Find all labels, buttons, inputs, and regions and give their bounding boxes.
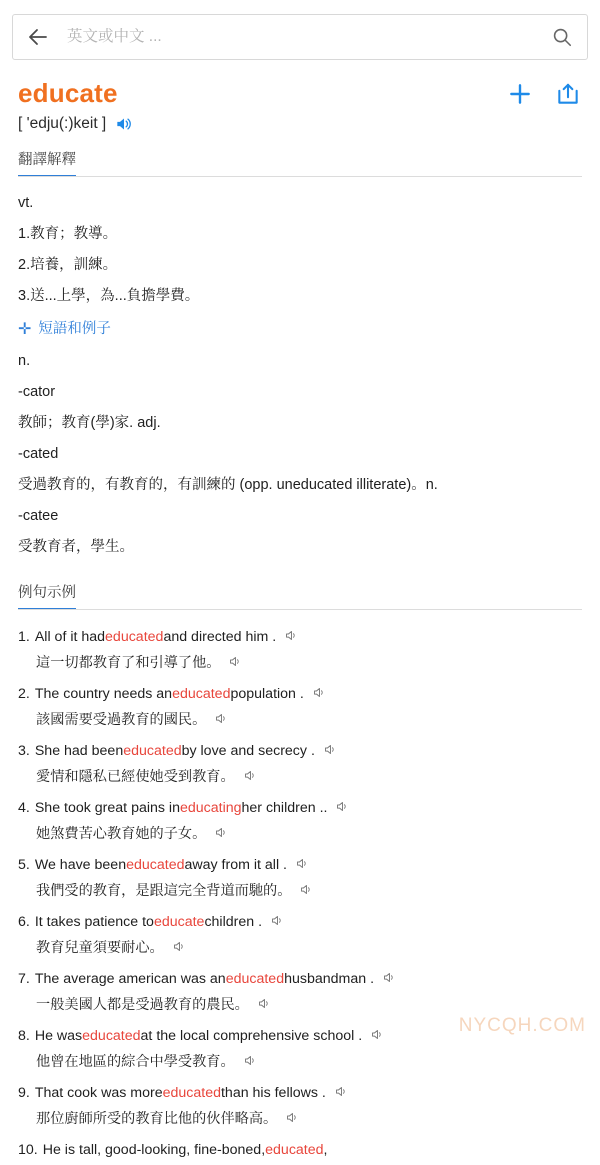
- example-chinese: [18, 707, 582, 733]
- example-number: 5.: [18, 857, 30, 873]
- example-keyword: educated: [126, 857, 185, 873]
- example-english: [18, 852, 582, 878]
- example-text-post: away from it all .: [184, 857, 287, 873]
- definition-section-header: [0, 148, 600, 177]
- phonetic-text: [ 'edju(:)keit ]: [18, 115, 107, 132]
- example-text-pre: We have been: [34, 857, 127, 873]
- example-text-pre: That cook was more: [34, 1085, 163, 1101]
- add-icon[interactable]: [506, 80, 534, 108]
- section-divider: [18, 176, 582, 177]
- example-chinese: [18, 764, 582, 790]
- example-chinese-text: 教育兒童須要耐心。: [36, 940, 164, 956]
- phrases-link-label: 短語和例子: [38, 321, 111, 337]
- search-bar-container: [0, 0, 600, 70]
- examples-list: [0, 611, 600, 1165]
- example-chinese-text: 那位廚師所受的教育比他的伙伴略高。: [36, 1111, 278, 1127]
- example-text-post: her children ..: [241, 800, 328, 816]
- example-english: [18, 1023, 582, 1049]
- example-text-post: husbandman .: [284, 971, 375, 987]
- example-text-post: than his fellows .: [220, 1085, 326, 1101]
- example-text-pre: She took great pains in: [34, 800, 180, 816]
- example-chinese: [18, 650, 582, 676]
- search-input[interactable]: [51, 28, 549, 46]
- example-text-pre: He is tall, good-looking, fine-boned,: [42, 1142, 266, 1158]
- list-item: [18, 678, 582, 735]
- example-text-pre: She had been: [34, 743, 124, 759]
- example-chinese-text: 我們受的教育，是跟這完全背道而馳的。: [36, 883, 292, 899]
- arrow-left-icon[interactable]: [25, 24, 51, 50]
- example-number: 3.: [18, 743, 30, 759]
- example-chinese-text: 愛情和隱私已經使她受到教育。: [36, 769, 235, 785]
- page-title: educate: [18, 78, 118, 108]
- definition-line: 1.教育；教導。: [18, 226, 118, 242]
- speaker-icon[interactable]: [382, 970, 397, 985]
- example-keyword: educated: [82, 1028, 141, 1044]
- example-english: [18, 795, 582, 821]
- tab-examples[interactable]: 例句示例: [18, 581, 76, 610]
- example-keyword: educated: [225, 971, 285, 987]
- example-chinese-text: 該國需要受過教育的國民。: [36, 712, 207, 728]
- definition-entry: -cated: [18, 446, 59, 462]
- example-chinese: [18, 1106, 582, 1132]
- example-keyword: educating: [179, 800, 242, 816]
- speaker-icon[interactable]: [114, 114, 134, 134]
- definition-line: 3.送...上學，為...負擔學費。: [18, 288, 200, 304]
- watermark: NYCQH.COM: [458, 1015, 586, 1036]
- phonetic-row: [0, 110, 600, 134]
- example-english: [18, 681, 582, 707]
- example-text-pre: The average american was an: [34, 971, 226, 987]
- speaker-icon[interactable]: [295, 856, 310, 871]
- example-chinese-text: 一般美國人都是受過教育的農民。: [36, 997, 249, 1013]
- example-english: [18, 1080, 582, 1106]
- speaker-icon[interactable]: [334, 1084, 349, 1099]
- example-keyword: educated: [162, 1085, 221, 1101]
- speaker-icon[interactable]: [228, 654, 243, 669]
- example-chinese-text: 這一切都教育了和引導了他。: [36, 655, 221, 671]
- word-header: [0, 70, 600, 110]
- list-item: [18, 792, 582, 849]
- example-number: 4.: [18, 800, 30, 816]
- list-item: [18, 849, 582, 906]
- example-text-post: at the local comprehensive school .: [140, 1028, 363, 1044]
- tab-definition[interactable]: 翻譯解釋: [18, 148, 76, 177]
- phrases-and-examples-link[interactable]: [18, 312, 582, 346]
- example-number: 1.: [18, 629, 30, 645]
- list-item: [18, 906, 582, 963]
- example-text-pre: It takes patience to: [34, 914, 154, 930]
- section-divider: [18, 609, 582, 610]
- search-icon[interactable]: [549, 24, 575, 50]
- definition-entry: 受教育者，學生。: [18, 539, 134, 555]
- example-text-pre: He was: [34, 1028, 83, 1044]
- example-chinese: [18, 935, 582, 961]
- example-number: 7.: [18, 971, 30, 987]
- speaker-icon[interactable]: [270, 913, 285, 928]
- list-item: [18, 963, 582, 1020]
- speaker-icon[interactable]: [335, 799, 350, 814]
- speaker-icon[interactable]: [172, 939, 187, 954]
- example-english: [18, 738, 582, 764]
- example-number: 9.: [18, 1085, 30, 1101]
- example-number: 10.: [18, 1142, 38, 1158]
- list-item: [18, 1134, 582, 1165]
- example-english: [18, 624, 582, 650]
- example-number: 2.: [18, 686, 30, 702]
- example-chinese: [18, 821, 582, 847]
- list-item: [18, 621, 582, 678]
- search-bar[interactable]: [12, 14, 588, 60]
- example-chinese-text: 她煞費苦心教育她的子女。: [36, 826, 207, 842]
- part-of-speech-noun: n.: [18, 353, 31, 369]
- example-chinese: [18, 878, 582, 904]
- speaker-icon[interactable]: [285, 1110, 300, 1125]
- list-item: [18, 735, 582, 792]
- example-english: [18, 909, 582, 935]
- definition-line: 2.培養，訓練。: [18, 257, 118, 273]
- header-actions: [506, 76, 582, 108]
- speaker-icon[interactable]: [214, 825, 229, 840]
- speaker-icon[interactable]: [214, 711, 229, 726]
- list-item: [18, 1020, 582, 1077]
- speaker-icon[interactable]: [299, 882, 314, 897]
- example-english: [18, 966, 582, 992]
- example-number: 6.: [18, 914, 30, 930]
- share-icon[interactable]: [554, 80, 582, 108]
- example-chinese: [18, 1049, 582, 1075]
- definition-body: [0, 178, 600, 563]
- example-text-post: children .: [204, 914, 263, 930]
- example-text-pre: The country needs an: [34, 686, 173, 702]
- example-text-post: and directed him .: [163, 629, 277, 645]
- example-chinese-text: 他曾在地區的綜合中學受教育。: [36, 1054, 235, 1070]
- definition-entry: 受過教育的，有教育的，有訓練的 (opp. uneducated illiterate)。n.: [18, 477, 438, 493]
- definition-entry: 教師；教育(學)家. adj.: [18, 415, 161, 431]
- example-text-post: ,: [323, 1142, 328, 1158]
- speaker-icon[interactable]: [257, 996, 272, 1011]
- speaker-icon[interactable]: [243, 1053, 258, 1068]
- example-text-post: population .: [230, 686, 304, 702]
- example-keyword: educated: [105, 629, 164, 645]
- plus-icon: ✛: [18, 320, 32, 338]
- definition-entry: -cator: [18, 384, 56, 400]
- part-of-speech-verb: vt.: [18, 195, 34, 211]
- speaker-icon[interactable]: [243, 768, 258, 783]
- list-item: [18, 1077, 582, 1134]
- example-english: [18, 1137, 582, 1163]
- example-chinese: [18, 992, 582, 1018]
- example-text-post: by love and secrecy .: [181, 743, 315, 759]
- example-keyword: educated: [265, 1142, 324, 1158]
- speaker-icon[interactable]: [323, 742, 338, 757]
- speaker-icon[interactable]: [370, 1027, 385, 1042]
- example-keyword: educate: [153, 914, 205, 930]
- example-keyword: educated: [172, 686, 231, 702]
- example-number: 8.: [18, 1028, 30, 1044]
- speaker-icon[interactable]: [312, 685, 327, 700]
- definition-entry: -catee: [18, 508, 59, 524]
- example-keyword: educated: [123, 743, 182, 759]
- examples-section-header: [0, 581, 600, 610]
- speaker-icon[interactable]: [284, 628, 299, 643]
- example-text-pre: All of it had: [34, 629, 106, 645]
